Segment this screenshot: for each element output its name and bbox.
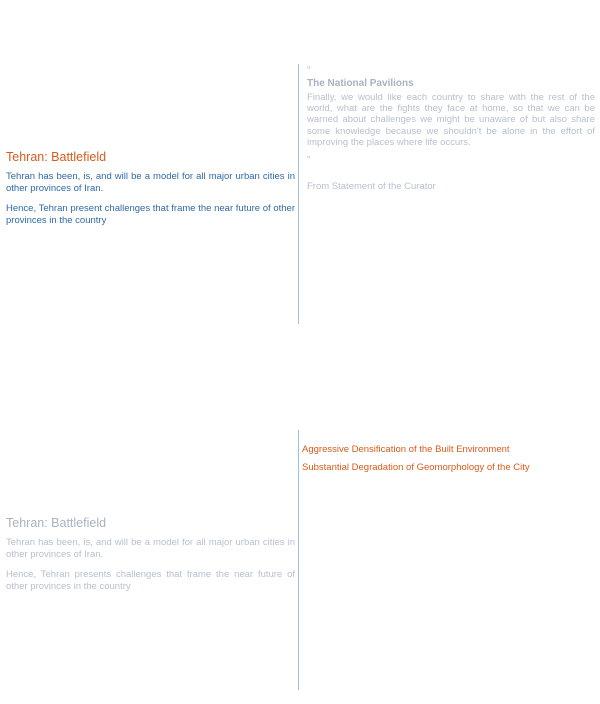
quote-source: From Statement of the Curator: [307, 181, 436, 192]
slide-1-paragraph-1: Tehran has been, is, and will be a model for all major urban cities in other provinces of Iran.: [6, 171, 295, 194]
issue-item-densification: Aggressive Densification of the Built Environment: [302, 444, 510, 455]
quote-heading: The National Pavilions: [307, 78, 414, 89]
issue-item-geomorphology: Substantial Degradation of Geomorphology of the City: [302, 462, 530, 473]
quote-close-mark: ”: [307, 155, 311, 166]
slide-1-divider: [298, 64, 299, 324]
quote-body: Finally, we would like each country to share with the rest of the world, what are the fights they face at home, so that we can be warned about challenges we might be unaware of but also share some knowledge because we shouldn't be alone in the effort of improving the places where life occurs.: [307, 92, 595, 148]
slide-2-title: Tehran: Battlefield: [6, 516, 107, 530]
slide-1-title: Tehran: Battlefield: [6, 150, 107, 164]
slide-2-paragraph-1: Tehran has been, is, and will be a model for all major urban cities in other provinces of Iran.: [6, 537, 295, 560]
slide-2-divider: [298, 430, 299, 690]
quote-open-mark: “: [307, 65, 311, 76]
slide-1-paragraph-2: Hence, Tehran present challenges that frame the near future of other provinces in the country: [6, 203, 295, 226]
slide-2-paragraph-2: Hence, Tehran presents challenges that frame the near future of other provinces in the country: [6, 569, 295, 592]
